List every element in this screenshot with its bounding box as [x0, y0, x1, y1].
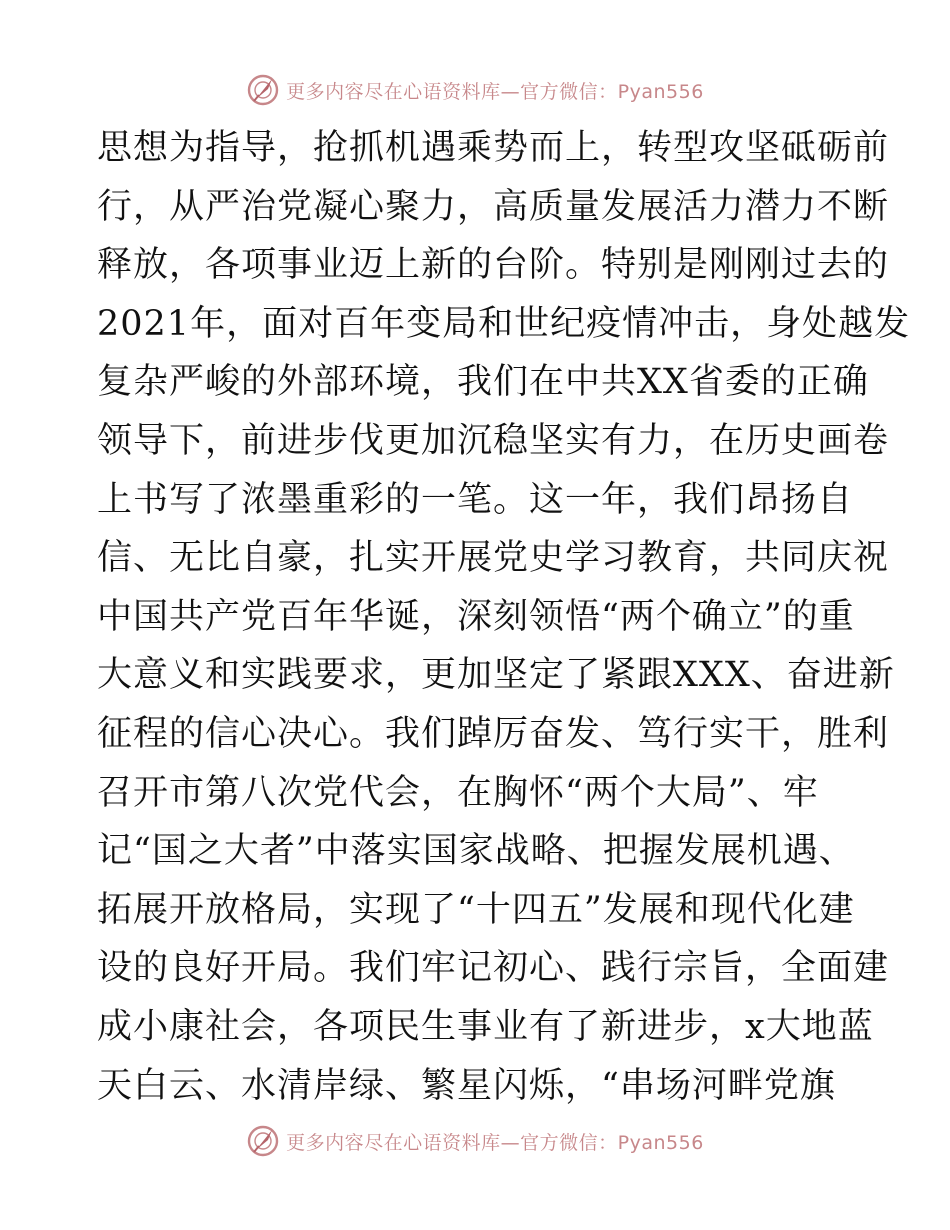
text-line: 征程的信心决心。我们踔厉奋发、笃行实干，胜利 — [97, 713, 890, 754]
watermark-text: 更多内容尽在心语资料库—官方微信：Pyan556 — [286, 1131, 704, 1154]
quill-logo-icon — [246, 73, 280, 107]
footer-watermark — [0, 1121, 950, 1161]
text-line: 复杂严峻的外部环境，我们在中共XX省委的正确 — [97, 362, 869, 403]
text-line: 召开市第八次党代会，在胸怀“两个大局”、牢 — [97, 772, 819, 813]
text-line: 中国共产党百年华诞，深刻领悟“两个确立”的重 — [97, 596, 855, 637]
text-line: 天白云、水清岸绿、繁星闪烁，“串场河畔党旗 — [97, 1065, 836, 1106]
header-watermark — [0, 70, 950, 110]
text-line: 2021年，面对百年变局和世纪疫情冲击，身处越发 — [97, 303, 911, 344]
text-line: 领导下，前进步伐更加沉稳坚实有力，在历史画卷 — [97, 420, 890, 461]
text-line: 拓展开放格局，实现了“十四五”发展和现代化建 — [97, 889, 855, 930]
text-line: 设的良好开局。我们牢记初心、践行宗旨，全面建 — [97, 948, 890, 989]
text-line: 上书写了浓墨重彩的一笔。这一年，我们昂扬自 — [97, 479, 854, 520]
text-line: 思想为指导，抢抓机遇乘势而上，转型攻坚砥砺前 — [97, 128, 890, 168]
text-line: 行，从严治党凝心聚力，高质量发展活力潜力不断 — [97, 186, 890, 227]
text-line: 记“国之大者”中落实国家战略、把握发展机遇、 — [97, 831, 855, 872]
text-line: 释放，各项事业迈上新的台阶。特别是刚刚过去的 — [97, 245, 890, 286]
quill-logo-icon — [246, 1124, 280, 1158]
body-paragraph — [97, 126, 911, 1122]
text-line: 信、无比自豪，扎实开展党史学习教育，共同庆祝 — [97, 538, 890, 579]
text-line: 成小康社会，各项民生事业有了新进步，x大地蓝 — [97, 1006, 874, 1047]
watermark-text: 更多内容尽在心语资料库—官方微信：Pyan556 — [286, 80, 704, 103]
text-line: 大意义和实践要求，更加坚定了紧跟XXX、奋进新 — [97, 655, 895, 696]
